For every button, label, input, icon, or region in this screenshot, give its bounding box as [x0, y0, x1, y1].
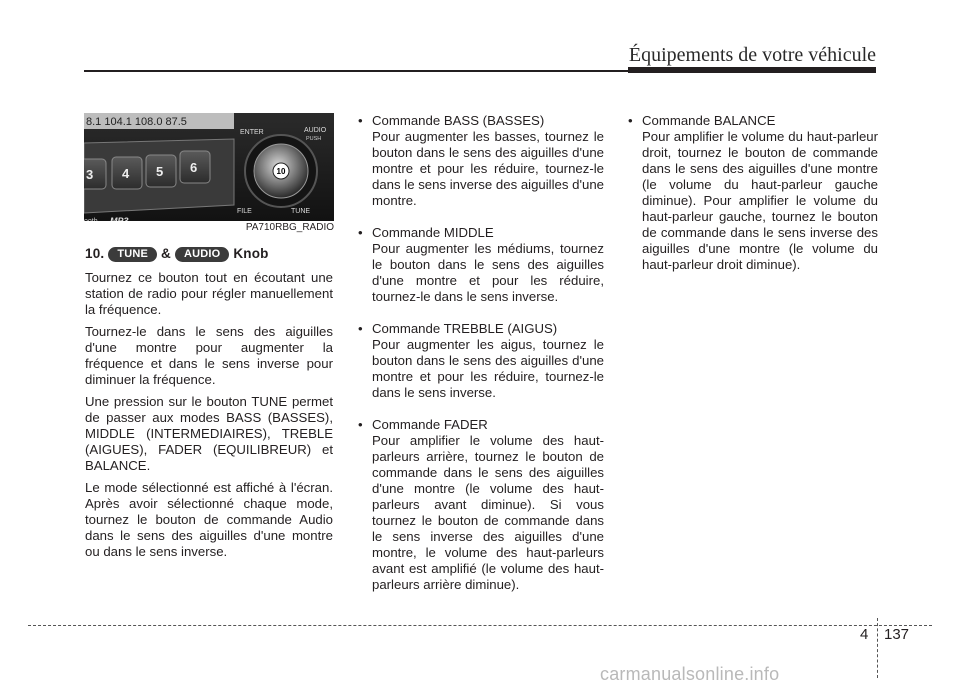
knob-heading-number: 10.	[85, 246, 105, 261]
bullet-bass	[356, 113, 604, 209]
header-bar	[628, 67, 876, 73]
footer-dashed-rule	[28, 625, 932, 626]
tune-label: TUNE	[291, 208, 311, 215]
column-2	[356, 113, 604, 609]
bullet-body: Pour amplifier le volume des haut-parleurs arrière, tournez le bouton de commande dans le sens des aiguilles d'une montre (le volume des haut-parleurs avant diminue). Si vous tournez le bouton de commande dans le sens inverse des aiguilles d'une montre, le volume des haut-parleurs avant est amplifié (le volume des haut-parleurs arrière diminue).	[372, 433, 604, 592]
knob-number: 10	[276, 167, 286, 176]
preset-label-6: 6	[190, 160, 198, 175]
watermark[interactable]: carmanualsonline.info	[600, 664, 780, 684]
bullet-heading: • Commande MIDDLE	[356, 225, 604, 241]
knob-heading-suffix: Knob	[233, 246, 269, 261]
column-3	[626, 113, 878, 289]
radio-photo	[84, 113, 334, 234]
preset-label-3: 3	[86, 167, 94, 182]
tune-badge: TUNE	[108, 247, 157, 262]
page-header-title: Équipements de votre véhicule	[628, 44, 876, 66]
bullet-treble	[356, 321, 604, 401]
col1-paragraph: Tournez-le dans le sens des aiguilles d'une montre pour augmenter la fréquence et dans le sens inverse pour diminuer la fréquence.	[85, 324, 333, 387]
footer-vertical-dash	[877, 618, 878, 678]
audio-label: AUDIO	[304, 127, 327, 134]
chapter-number: 4	[860, 626, 869, 643]
bullet-balance	[626, 113, 878, 273]
preset-label-5: 5	[156, 164, 164, 179]
col1-paragraph: Le mode sélectionné est affiché à l'écran. Après avoir sélectionné chaque mode, tournez le bouton de commande Audio dans le sens des aiguilles d'une montre ou dans le sens inverse.	[85, 480, 333, 559]
audio-badge: AUDIO	[175, 247, 229, 262]
push-label: PUSH	[306, 136, 322, 142]
file-label: FILE	[237, 208, 252, 215]
bullet-heading: • Commande FADER	[356, 417, 604, 433]
knob-heading-amp: &	[161, 246, 171, 261]
bullet-middle	[356, 225, 604, 305]
enter-label: ENTER	[240, 129, 264, 136]
bullet-heading: • Commande BALANCE	[626, 113, 878, 129]
col1-paragraph: Tournez ce bouton tout en écoutant une station de radio pour régler manuellement la fréquence.	[85, 270, 333, 317]
bullet-fader	[356, 417, 604, 593]
column-1	[85, 270, 333, 566]
col1-paragraph: Une pression sur le bouton TUNE permet de passer aux modes BASS (BASSES), MIDDLE (INTERMEDIAIRES), TREBLE (AIGUES), FADER (EQUILIBREUR) et BALANCE.	[85, 394, 333, 473]
preset-label-4: 4	[122, 166, 130, 181]
knob-heading	[85, 246, 269, 262]
page-number: 137	[884, 626, 910, 643]
header-rule	[84, 70, 628, 72]
display-readout: 8.1 104.1 108.0 87.5	[86, 116, 187, 128]
bullet-heading: • Commande BASS (BASSES)	[356, 113, 604, 129]
bullet-body: Pour augmenter les basses, tournez le bouton dans le sens des aiguilles d'une montre et pour les réduire, tournez-le dans le sens inverse des aiguilles d'une montre.	[372, 129, 604, 208]
bullet-body: Pour augmenter les médiums, tournez le bouton dans le sens des aiguilles d'une montre et pour les réduire, tournez-le dans le sens inverse.	[372, 241, 604, 304]
bullet-body: Pour amplifier le volume du haut-parleur droit, tournez le bouton de commande dans le sens des aiguilles d'une montre (le volume du haut-parleur gauche diminue). Pour amplifier le volume du haut-parleur gauche, tournez le bouton de commande dans le sens inverse des aiguilles d'une montre (le volume du haut-parleur droit diminue).	[642, 129, 878, 272]
bullet-heading: • Commande TREBBLE (AIGUS)	[356, 321, 604, 337]
figure-caption: PA710RBG_RADIO	[84, 221, 334, 235]
bullet-body: Pour augmenter les aigus, tournez le bouton dans le sens des aiguilles d'une montre et pour les réduire, tournez-le dans le sens inverse.	[372, 337, 604, 400]
